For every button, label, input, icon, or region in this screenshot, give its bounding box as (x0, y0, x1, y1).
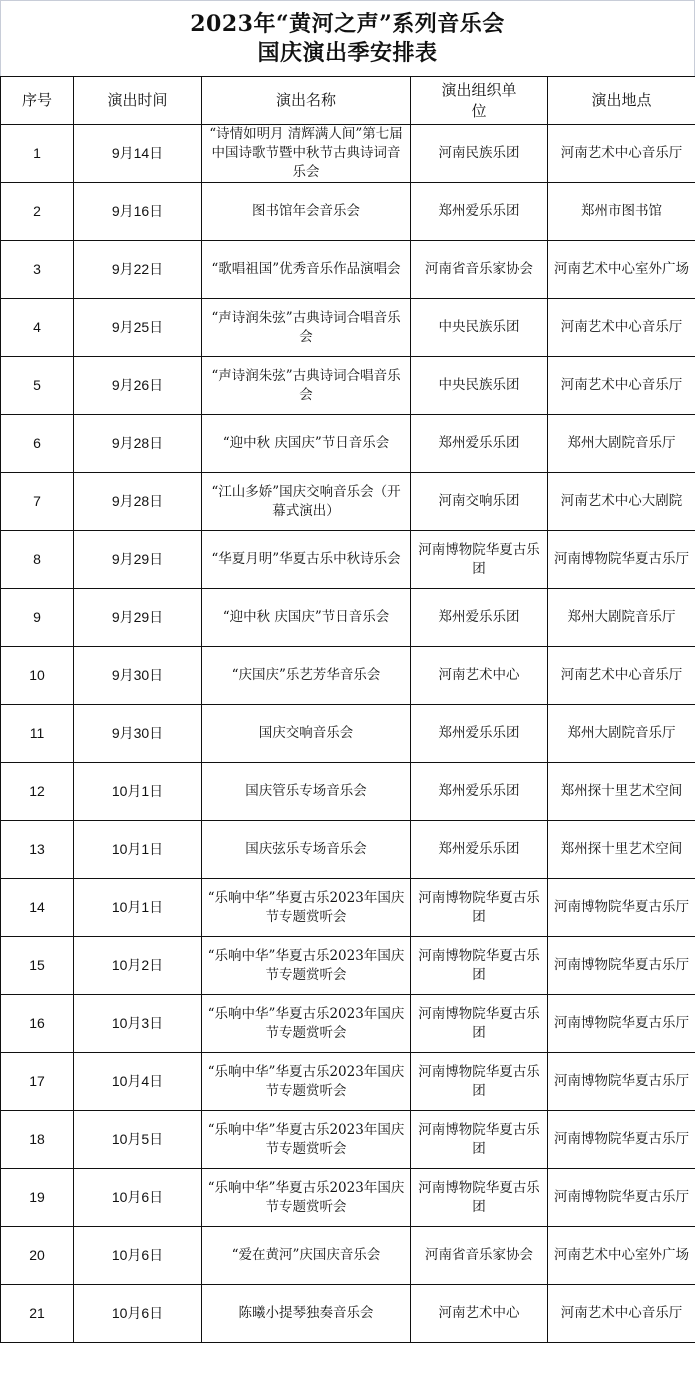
table-row (1, 1111, 695, 1169)
cell-date: 9月28日 (74, 473, 202, 531)
table-row (1, 1169, 695, 1227)
cell-venue: 河南艺术中心音乐厅 (548, 1285, 695, 1343)
cell-name: 陈曦小提琴独奏音乐会 (202, 1285, 411, 1343)
cell-venue: 郑州大剧院音乐厅 (548, 589, 695, 647)
cell-org: 河南博物院华夏古乐团 (411, 1169, 548, 1227)
cell-venue: 河南博物院华夏古乐厅 (548, 879, 695, 937)
cell-venue: 河南艺术中心音乐厅 (548, 647, 695, 705)
cell-seq: 10 (1, 647, 74, 705)
cell-name: 国庆弦乐专场音乐会 (202, 821, 411, 879)
cell-date: 10月3日 (74, 995, 202, 1053)
cell-seq: 8 (1, 531, 74, 589)
cell-seq: 6 (1, 415, 74, 473)
cell-name: “迎中秋 庆国庆”节日音乐会 (202, 415, 411, 473)
cell-seq: 17 (1, 1053, 74, 1111)
table-row (1, 937, 695, 995)
cell-name: “爱在黄河”庆国庆音乐会 (202, 1227, 411, 1285)
cell-venue: 河南博物院华夏古乐厅 (548, 1169, 695, 1227)
cell-venue: 河南艺术中心室外广场 (548, 241, 695, 299)
cell-seq: 14 (1, 879, 74, 937)
cell-org: 中央民族乐团 (411, 357, 548, 415)
cell-seq: 15 (1, 937, 74, 995)
cell-name: “声诗润朱弦”古典诗词合唱音乐会 (202, 299, 411, 357)
table-row (1, 357, 695, 415)
cell-date: 9月28日 (74, 415, 202, 473)
cell-seq: 18 (1, 1111, 74, 1169)
cell-venue: 郑州探十里艺术空间 (548, 763, 695, 821)
cell-name: “声诗润朱弦”古典诗词合唱音乐会 (202, 357, 411, 415)
cell-org: 河南艺术中心 (411, 647, 548, 705)
cell-seq: 12 (1, 763, 74, 821)
cell-seq: 16 (1, 995, 74, 1053)
cell-org: 河南博物院华夏古乐团 (411, 995, 548, 1053)
cell-seq: 3 (1, 241, 74, 299)
cell-date: 9月30日 (74, 647, 202, 705)
table-row (1, 415, 695, 473)
cell-date: 9月29日 (74, 589, 202, 647)
cell-seq: 4 (1, 299, 74, 357)
cell-org: 郑州爱乐乐团 (411, 705, 548, 763)
cell-name: 国庆交响音乐会 (202, 705, 411, 763)
table-row (1, 531, 695, 589)
cell-date: 10月5日 (74, 1111, 202, 1169)
cell-org: 河南博物院华夏古乐团 (411, 879, 548, 937)
cell-venue: 河南艺术中心大剧院 (548, 473, 695, 531)
cell-name: “乐响中华”华夏古乐2023年国庆节专题赏听会 (202, 937, 411, 995)
table-row (1, 125, 695, 183)
table-row (1, 183, 695, 241)
cell-org: 河南民族乐团 (411, 125, 548, 183)
cell-venue: 河南博物院华夏古乐厅 (548, 531, 695, 589)
header-venue: 演出地点 (548, 77, 695, 125)
cell-venue: 河南艺术中心音乐厅 (548, 125, 695, 183)
cell-date: 9月22日 (74, 241, 202, 299)
cell-date: 10月6日 (74, 1169, 202, 1227)
cell-date: 9月29日 (74, 531, 202, 589)
cell-venue: 郑州大剧院音乐厅 (548, 705, 695, 763)
cell-name: “乐响中华”华夏古乐2023年国庆节专题赏听会 (202, 1169, 411, 1227)
cell-date: 10月1日 (74, 821, 202, 879)
cell-org: 河南省音乐家协会 (411, 1227, 548, 1285)
cell-name: “江山多娇”国庆交响音乐会（开幕式演出） (202, 473, 411, 531)
cell-name: “乐响中华”华夏古乐2023年国庆节专题赏听会 (202, 1111, 411, 1169)
table-row (1, 879, 695, 937)
table-row (1, 763, 695, 821)
header-name: 演出名称 (202, 77, 411, 125)
cell-name: “华夏月明”华夏古乐中秋诗乐会 (202, 531, 411, 589)
cell-org: 中央民族乐团 (411, 299, 548, 357)
cell-date: 10月6日 (74, 1285, 202, 1343)
cell-date: 9月16日 (74, 183, 202, 241)
cell-venue: 河南博物院华夏古乐厅 (548, 1111, 695, 1169)
cell-date: 10月2日 (74, 937, 202, 995)
cell-venue: 河南艺术中心音乐厅 (548, 357, 695, 415)
cell-date: 9月26日 (74, 357, 202, 415)
cell-venue: 郑州探十里艺术空间 (548, 821, 695, 879)
cell-name: “迎中秋 庆国庆”节日音乐会 (202, 589, 411, 647)
table-row (1, 705, 695, 763)
cell-name: “乐响中华”华夏古乐2023年国庆节专题赏听会 (202, 1053, 411, 1111)
cell-org: 郑州爱乐乐团 (411, 589, 548, 647)
table-row (1, 473, 695, 531)
cell-venue: 河南艺术中心室外广场 (548, 1227, 695, 1285)
cell-org: 郑州爱乐乐团 (411, 763, 548, 821)
cell-date: 10月4日 (74, 1053, 202, 1111)
cell-org: 河南博物院华夏古乐团 (411, 937, 548, 995)
cell-org: 河南博物院华夏古乐团 (411, 1111, 548, 1169)
cell-org: 河南省音乐家协会 (411, 241, 548, 299)
cell-venue: 河南博物院华夏古乐厅 (548, 995, 695, 1053)
cell-seq: 9 (1, 589, 74, 647)
cell-date: 10月1日 (74, 879, 202, 937)
table-row (1, 995, 695, 1053)
cell-seq: 7 (1, 473, 74, 531)
table-row (1, 299, 695, 357)
cell-org: 郑州爱乐乐团 (411, 183, 548, 241)
cell-venue: 河南博物院华夏古乐厅 (548, 1053, 695, 1111)
cell-org: 河南博物院华夏古乐团 (411, 531, 548, 589)
cell-venue: 河南艺术中心音乐厅 (548, 299, 695, 357)
header-seq: 序号 (1, 77, 74, 125)
cell-date: 9月30日 (74, 705, 202, 763)
cell-seq: 1 (1, 125, 74, 183)
header-row (1, 77, 695, 125)
cell-name: “乐响中华”华夏古乐2023年国庆节专题赏听会 (202, 879, 411, 937)
cell-seq: 5 (1, 357, 74, 415)
cell-org: 河南艺术中心 (411, 1285, 548, 1343)
cell-date: 10月6日 (74, 1227, 202, 1285)
cell-seq: 21 (1, 1285, 74, 1343)
cell-name: 国庆管乐专场音乐会 (202, 763, 411, 821)
cell-org: 河南交响乐团 (411, 473, 548, 531)
cell-name: “诗情如明月 清辉满人间”第七届中国诗歌节暨中秋节古典诗词音乐会 (202, 125, 411, 183)
cell-name: “庆国庆”乐艺芳华音乐会 (202, 647, 411, 705)
cell-name: “歌唱祖国”优秀音乐作品演唱会 (202, 241, 411, 299)
table-row (1, 1285, 695, 1343)
cell-seq: 11 (1, 705, 74, 763)
title-block (0, 0, 695, 76)
cell-date: 10月1日 (74, 763, 202, 821)
table-row (1, 1227, 695, 1285)
title-line-1: 2023年“黄河之声”系列音乐会 (190, 11, 505, 37)
table-row (1, 241, 695, 299)
cell-org: 河南博物院华夏古乐团 (411, 1053, 548, 1111)
cell-venue: 河南博物院华夏古乐厅 (548, 937, 695, 995)
table-row (1, 821, 695, 879)
cell-name: “乐响中华”华夏古乐2023年国庆节专题赏听会 (202, 995, 411, 1053)
cell-seq: 20 (1, 1227, 74, 1285)
cell-seq: 2 (1, 183, 74, 241)
cell-seq: 13 (1, 821, 74, 879)
cell-venue: 郑州大剧院音乐厅 (548, 415, 695, 473)
cell-org: 郑州爱乐乐团 (411, 415, 548, 473)
table-row (1, 1053, 695, 1111)
table-body (1, 125, 695, 1343)
cell-venue: 郑州市图书馆 (548, 183, 695, 241)
header-date: 演出时间 (74, 77, 202, 125)
table-row (1, 589, 695, 647)
cell-seq: 19 (1, 1169, 74, 1227)
cell-org: 郑州爱乐乐团 (411, 821, 548, 879)
title-line-2: 国庆演出季安排表 (257, 40, 438, 66)
cell-name: 图书馆年会音乐会 (202, 183, 411, 241)
cell-date: 9月25日 (74, 299, 202, 357)
schedule-table (0, 76, 695, 1343)
table-row (1, 647, 695, 705)
cell-date: 9月14日 (74, 125, 202, 183)
header-org: 演出组织单位 (411, 77, 548, 125)
